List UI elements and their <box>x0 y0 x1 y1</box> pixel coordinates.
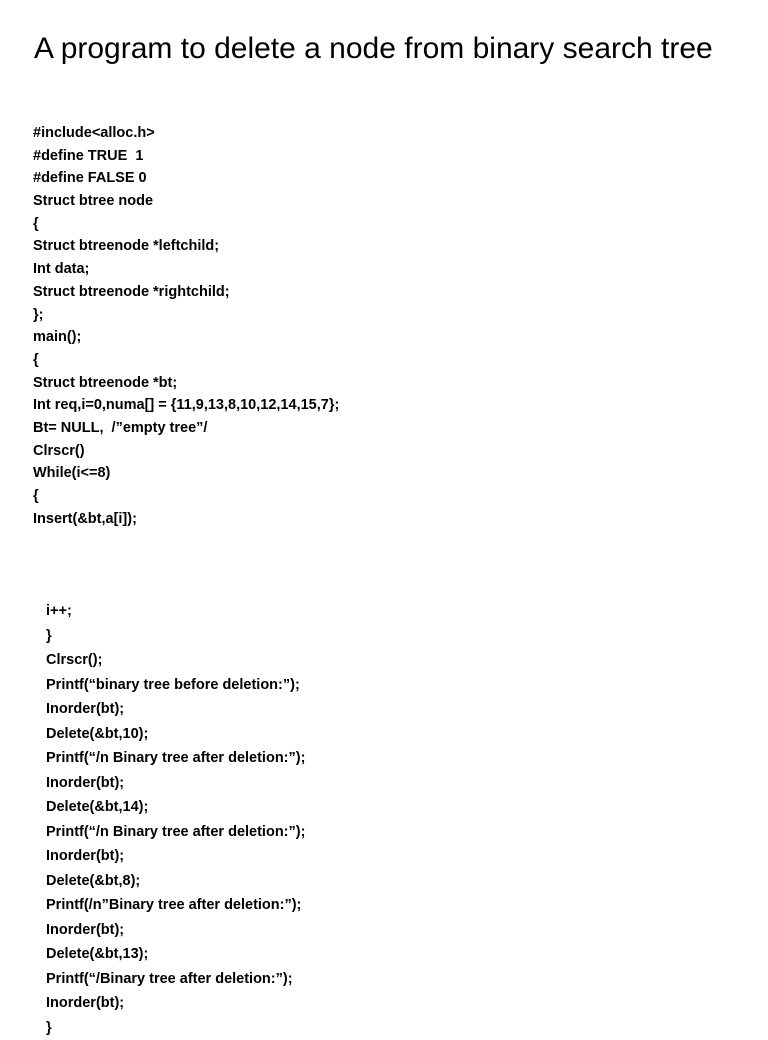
code-line: main(); <box>33 326 339 349</box>
code-line: #define FALSE 0 <box>33 167 339 190</box>
code-line: { <box>33 485 339 508</box>
code-line: Struct btreenode *leftchild; <box>33 235 339 258</box>
page-title: A program to delete a node from binary search tree <box>34 30 734 67</box>
code-line: } <box>46 624 305 649</box>
code-line: Inorder(bt); <box>46 771 305 796</box>
code-line: Printf(/n”Binary tree after deletion:”); <box>46 893 305 918</box>
code-line: Clrscr() <box>33 440 339 463</box>
code-line: } <box>46 1016 305 1040</box>
code-line: #include<alloc.h> <box>33 122 339 145</box>
code-line: { <box>33 349 339 372</box>
code-line: Inorder(bt); <box>46 991 305 1016</box>
code-block-2 <box>46 599 305 1040</box>
code-line: While(i<=8) <box>33 462 339 485</box>
code-line: Delete(&bt,13); <box>46 942 305 967</box>
code-line: Inorder(bt); <box>46 697 305 722</box>
code-line: Int req,i=0,numa[] = {11,9,13,8,10,12,14,15,7}; <box>33 394 339 417</box>
code-line: i++; <box>46 599 305 624</box>
code-line: Int data; <box>33 258 339 281</box>
code-line: Delete(&bt,14); <box>46 795 305 820</box>
code-line: Struct btreenode *bt; <box>33 372 339 395</box>
code-block-1 <box>33 122 339 530</box>
code-line: }; <box>33 304 339 327</box>
code-line: Printf(“/n Binary tree after deletion:”); <box>46 746 305 771</box>
code-line: Printf(“binary tree before deletion:”); <box>46 673 305 698</box>
code-line: Insert(&bt,a[i]); <box>33 508 339 531</box>
code-line: Printf(“/n Binary tree after deletion:”); <box>46 820 305 845</box>
code-line: Delete(&bt,10); <box>46 722 305 747</box>
code-line: Struct btree node <box>33 190 339 213</box>
code-line: Delete(&bt,8); <box>46 869 305 894</box>
code-line: Printf(“/Binary tree after deletion:”); <box>46 967 305 992</box>
code-line: Inorder(bt); <box>46 918 305 943</box>
code-line: Clrscr(); <box>46 648 305 673</box>
code-line: #define TRUE 1 <box>33 145 339 168</box>
code-line: Bt= NULL, /”empty tree”/ <box>33 417 339 440</box>
code-line: Inorder(bt); <box>46 844 305 869</box>
code-line: Struct btreenode *rightchild; <box>33 281 339 304</box>
code-line: { <box>33 213 339 236</box>
